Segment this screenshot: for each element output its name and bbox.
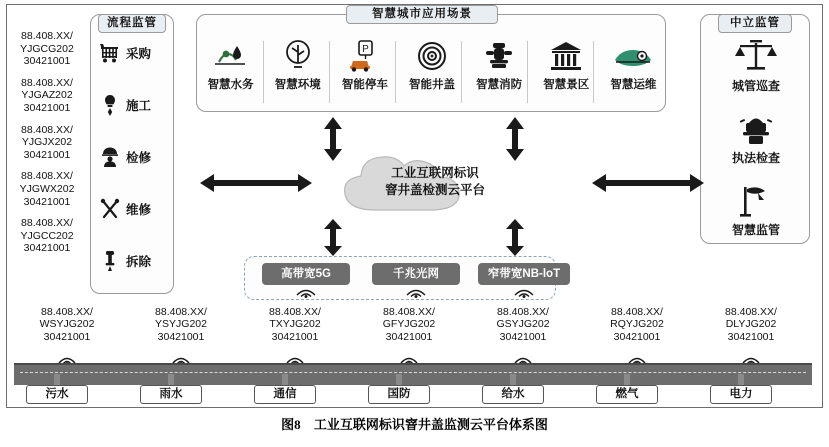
city-item-label: 智慧消防 — [476, 79, 523, 91]
utility-defense: 国防 — [368, 385, 430, 404]
wireless-signal-icon — [292, 286, 320, 298]
drill-icon — [99, 93, 121, 117]
city-item-label: 智慧景区 — [543, 79, 590, 91]
parking-car-icon — [333, 37, 397, 75]
neutral-item-label: 执法检查 — [731, 151, 780, 165]
museum-icon — [534, 37, 598, 75]
utility-communication: 通信 — [254, 385, 316, 404]
identifier-code: 88.408.XX/ YJGAZ202 30421001 — [21, 76, 73, 114]
figure-number: 图8 — [281, 417, 301, 432]
police-light-icon — [701, 109, 811, 149]
process-item-procurement — [91, 33, 175, 73]
neutral-item-label: 智慧监管 — [731, 223, 780, 237]
left-identifier-codes — [10, 30, 84, 264]
city-item-label: 智能井盖 — [408, 79, 455, 91]
arrow-up-down-city-left — [322, 116, 344, 162]
bottom-identifier-codes — [10, 306, 810, 350]
wireless-signal-icon — [510, 286, 538, 298]
cloud-label — [330, 165, 540, 199]
process-supervision-panel — [90, 14, 174, 294]
city-item-scenic — [534, 37, 598, 92]
process-item-label: 施工 — [126, 99, 152, 113]
process-item-label: 维修 — [126, 203, 152, 217]
manhole-cover-icon — [400, 37, 464, 75]
identifier-code: 88.408.XX/ DLYJG202 30421001 — [725, 306, 777, 343]
utility-gas: 燃气 — [596, 385, 658, 404]
identifier-code: 88.408.XX/ GFYJG202 30421001 — [382, 306, 436, 343]
identifier-code: 88.408.XX/ YJGJX202 30421001 — [21, 123, 73, 161]
identifier-code: 88.408.XX/ GSYJG202 30421001 — [496, 306, 550, 343]
neutral-supervision-title: 中立监管 — [718, 14, 792, 33]
neutral-supervision-panel — [700, 14, 810, 244]
city-item-label: 智慧运维 — [610, 79, 657, 91]
identifier-code: 88.408.XX/ YJGWX202 30421001 — [19, 170, 75, 208]
pipe-center-dashes — [20, 372, 806, 373]
process-item-label: 拆除 — [126, 255, 152, 269]
arrow-up-down-city-right — [504, 116, 526, 162]
utility-electricity: 电力 — [710, 385, 772, 404]
identifier-code: 88.408.XX/ WSYJG202 30421001 — [39, 306, 95, 343]
maintenance-icon — [601, 37, 665, 75]
city-item-environment — [266, 37, 330, 92]
svg-text:P: P — [362, 44, 369, 55]
city-item-label: 智慧环境 — [274, 79, 321, 91]
network-band-nbiot: 窄带宽NB-loT — [478, 263, 570, 285]
process-supervision-title: 流程监管 — [98, 14, 166, 33]
city-item-label: 智能停车 — [341, 79, 388, 91]
network-band-5g: 高带宽5G — [262, 263, 350, 285]
city-item-water — [199, 37, 263, 92]
process-item-demolition — [91, 241, 175, 281]
process-item-label: 采购 — [126, 47, 152, 61]
balance-scale-icon — [701, 37, 811, 77]
city-item-manhole — [400, 37, 464, 92]
arrow-left-right-process — [196, 172, 316, 194]
neutral-item-label: 城管巡查 — [731, 79, 780, 93]
neutral-item-smart-supervision — [701, 181, 811, 238]
figure-caption — [0, 414, 829, 433]
neutral-item-urban-patrol — [701, 37, 811, 94]
process-item-inspection — [91, 137, 175, 177]
process-item-maintenance — [91, 189, 175, 229]
identifier-code: 88.408.XX/ YSYJG202 30421001 — [155, 306, 207, 343]
identifier-code: 88.408.XX/ TXYJG202 30421001 — [269, 306, 321, 343]
surveillance-camera-icon — [701, 181, 811, 221]
utility-rainwater: 雨水 — [140, 385, 202, 404]
smart-city-title: 智慧城市应用场景 — [346, 5, 498, 24]
identifier-code: 88.408.XX/ YJGCC202 30421001 — [20, 217, 74, 255]
cloud-line-2: 窨井盖检测云平台 — [384, 183, 485, 197]
arrow-up-down-network-left — [322, 218, 344, 258]
fire-hydrant-icon — [467, 37, 531, 75]
arrow-up-down-network-right — [504, 218, 526, 258]
identifier-code: 88.408.XX/ YJGCG202 30421001 — [20, 30, 74, 68]
network-band-fiber: 千兆光网 — [372, 263, 460, 285]
process-item-label: 检修 — [126, 151, 152, 165]
water-drop-icon — [199, 37, 263, 75]
figure-caption-text: 工业互联网标识窨井盖监测云平台体系图 — [313, 417, 548, 432]
city-item-ops — [601, 37, 665, 92]
neutral-item-law-enforcement — [701, 109, 811, 166]
city-item-label: 智慧水务 — [207, 79, 254, 91]
worker-icon — [99, 145, 121, 169]
identifier-code: 88.408.XX/ RQYJG202 30421001 — [610, 306, 664, 343]
cart-icon — [99, 41, 121, 65]
cloud-line-1: 工业互联网标识 — [391, 166, 479, 180]
underground-pipe-bar — [14, 363, 812, 385]
utility-sewage: 污水 — [26, 385, 88, 404]
jackhammer-icon — [99, 249, 121, 273]
wireless-signal-icon — [402, 286, 430, 298]
arrow-left-right-neutral — [588, 172, 708, 194]
smart-city-scenarios-panel — [196, 14, 666, 112]
utility-watersupply: 给水 — [482, 385, 544, 404]
smart-city-items — [197, 37, 667, 109]
tree-icon — [266, 37, 330, 75]
wrench-screwdriver-icon — [99, 197, 121, 221]
city-item-firefighting — [467, 37, 531, 92]
process-item-construction — [91, 85, 175, 125]
city-item-parking — [333, 37, 397, 92]
